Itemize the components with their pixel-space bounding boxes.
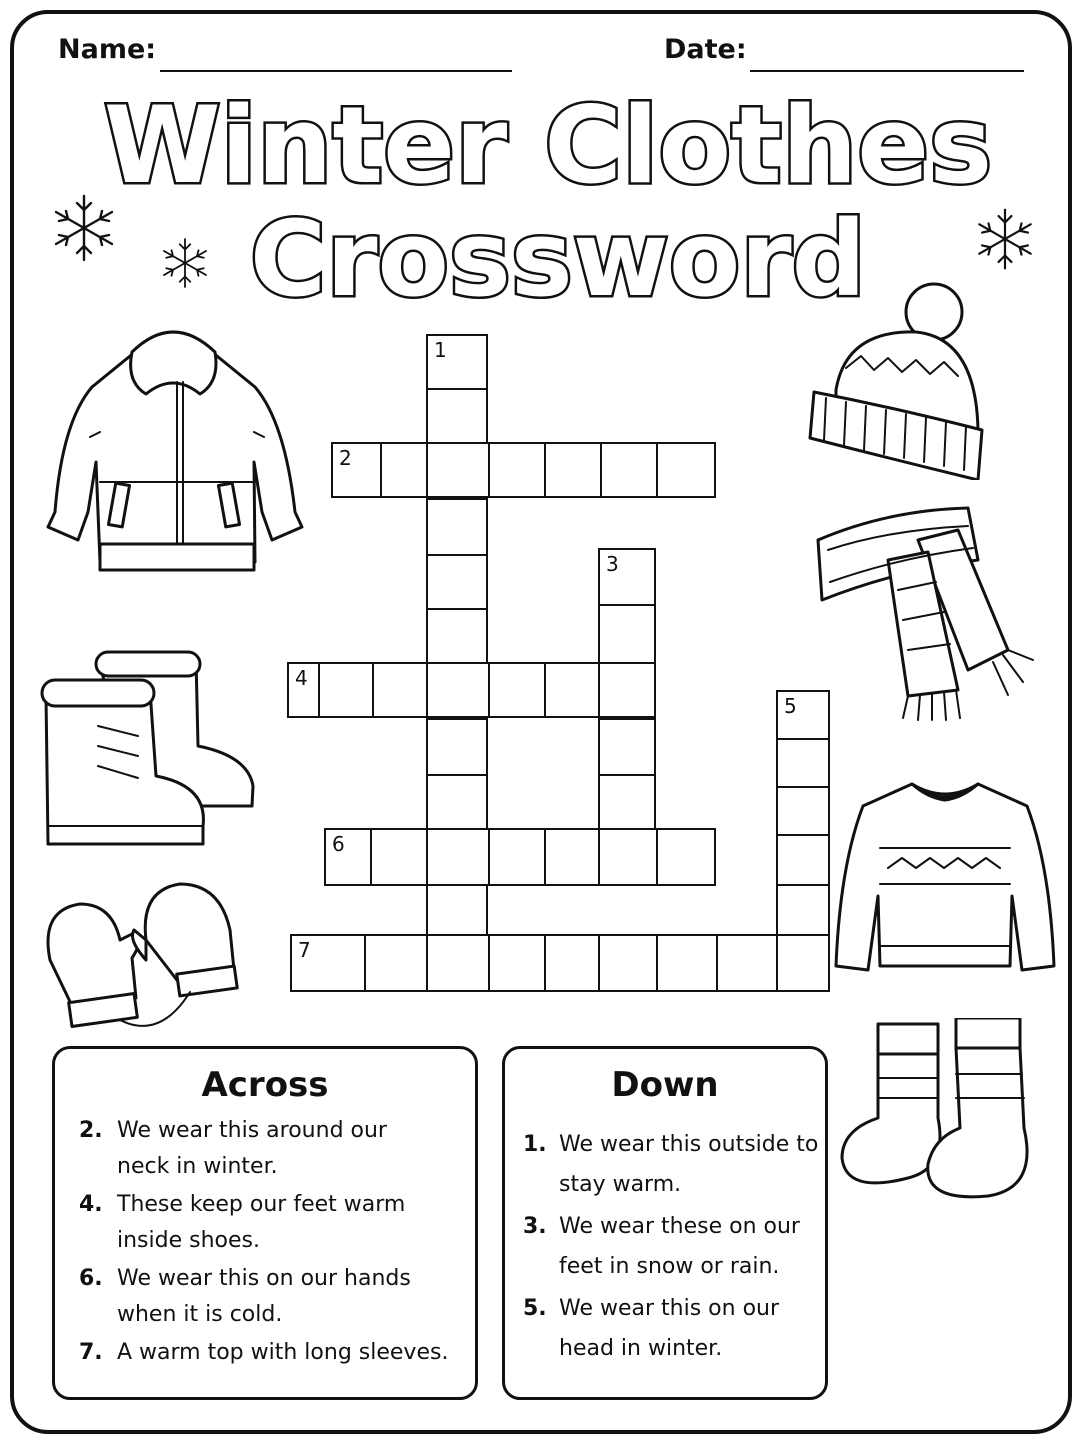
crossword-cell[interactable] bbox=[426, 774, 488, 830]
across-heading: Across bbox=[201, 1065, 329, 1105]
boots-icon bbox=[38, 646, 260, 856]
crossword-cell[interactable] bbox=[656, 828, 716, 886]
across-clue-7 bbox=[79, 1335, 469, 1375]
crossword-cell[interactable] bbox=[426, 554, 488, 610]
crossword-cell[interactable] bbox=[598, 718, 656, 776]
scarf-icon bbox=[808, 500, 1038, 722]
hat-icon bbox=[806, 280, 992, 480]
clue-text-line-1: We wear these on our bbox=[559, 1214, 800, 1239]
clue-text-line-1: We wear this outside to bbox=[559, 1132, 819, 1157]
clue-text-line-1: These keep our feet warm bbox=[117, 1192, 406, 1217]
clue-text-line-2: neck in winter. bbox=[117, 1154, 278, 1179]
down-heading: Down bbox=[611, 1065, 719, 1105]
clue-number-label: 4 bbox=[295, 666, 308, 690]
clue-number: 3. bbox=[523, 1214, 547, 1239]
crossword-cell[interactable] bbox=[776, 786, 830, 836]
crossword-cell[interactable] bbox=[426, 884, 488, 936]
sweater-icon bbox=[832, 776, 1058, 980]
clue-text-line-1: We wear this on our bbox=[559, 1296, 780, 1321]
title-line-2: Crossword bbox=[249, 198, 867, 320]
clue-text-line-1: A warm top with long sleeves. bbox=[117, 1340, 449, 1365]
across-clue-4 bbox=[79, 1187, 469, 1259]
crossword-cell[interactable] bbox=[544, 442, 602, 498]
clue-number: 4. bbox=[79, 1192, 103, 1217]
clue-text-line-2: feet in snow or rain. bbox=[559, 1254, 780, 1279]
crossword-cell[interactable] bbox=[488, 442, 546, 498]
crossword-cell[interactable] bbox=[656, 442, 716, 498]
crossword-cell[interactable] bbox=[318, 662, 374, 718]
clue-text-line-2: stay warm. bbox=[559, 1172, 682, 1197]
clue-number: 6. bbox=[79, 1266, 103, 1291]
socks-icon bbox=[838, 1018, 1040, 1202]
crossword-cell[interactable] bbox=[426, 718, 488, 776]
crossword-cell[interactable] bbox=[426, 608, 488, 664]
down-clue-1 bbox=[523, 1127, 823, 1207]
clue-number-label: 7 bbox=[298, 938, 311, 962]
clue-text-line-2: inside shoes. bbox=[117, 1228, 260, 1253]
clue-number: 7. bbox=[79, 1340, 103, 1365]
down-clue-5 bbox=[523, 1291, 823, 1371]
crossword-cell[interactable] bbox=[776, 738, 830, 788]
clue-text-line-1: We wear this around our bbox=[117, 1118, 387, 1143]
clue-text-line-2: head in winter. bbox=[559, 1336, 723, 1361]
crossword-cell[interactable] bbox=[598, 604, 656, 664]
clue-number-label: 5 bbox=[784, 694, 797, 718]
clue-number: 2. bbox=[79, 1118, 103, 1143]
crossword-cell[interactable] bbox=[426, 934, 490, 992]
crossword-cell[interactable] bbox=[364, 934, 428, 992]
clue-number: 1. bbox=[523, 1132, 547, 1157]
clue-number-label: 6 bbox=[332, 832, 345, 856]
crossword-cell[interactable] bbox=[776, 934, 830, 992]
date-label: Date: bbox=[664, 34, 747, 65]
clue-number-label: 1 bbox=[434, 338, 447, 362]
crossword-cell[interactable] bbox=[776, 834, 830, 886]
clue-text-line-1: We wear this on our hands bbox=[117, 1266, 411, 1291]
crossword-cell[interactable] bbox=[426, 828, 490, 886]
crossword-cell[interactable] bbox=[716, 934, 778, 992]
name-label: Name: bbox=[58, 34, 157, 65]
crossword-cell[interactable] bbox=[426, 388, 488, 444]
down-clues-panel bbox=[502, 1046, 828, 1400]
jacket-icon bbox=[40, 312, 306, 584]
across-clues-panel bbox=[52, 1046, 478, 1400]
crossword-cell[interactable] bbox=[370, 828, 428, 886]
crossword-cell[interactable] bbox=[598, 662, 656, 718]
crossword-cell[interactable] bbox=[600, 442, 658, 498]
crossword-cell[interactable] bbox=[544, 662, 600, 718]
crossword-cell[interactable] bbox=[656, 934, 718, 992]
across-clue-6 bbox=[79, 1261, 469, 1333]
across-clue-2 bbox=[79, 1113, 469, 1185]
crossword-cell[interactable] bbox=[426, 442, 490, 498]
crossword-cell[interactable] bbox=[426, 498, 488, 556]
crossword-cell[interactable] bbox=[426, 662, 490, 718]
mittens-icon bbox=[40, 880, 240, 1038]
clue-number: 5. bbox=[523, 1296, 547, 1321]
crossword-cell[interactable] bbox=[488, 934, 546, 992]
crossword-cell[interactable] bbox=[598, 828, 658, 886]
crossword-cell[interactable] bbox=[544, 934, 600, 992]
crossword-cell[interactable] bbox=[372, 662, 428, 718]
crossword-cell[interactable] bbox=[380, 442, 428, 498]
crossword-cell[interactable] bbox=[488, 828, 546, 886]
clue-number-label: 2 bbox=[339, 446, 352, 470]
clue-number-label: 3 bbox=[606, 552, 619, 576]
crossword-cell[interactable] bbox=[776, 884, 830, 936]
crossword-cell[interactable] bbox=[598, 934, 658, 992]
title-line-1: Winter Clothes bbox=[103, 84, 993, 207]
down-clue-3 bbox=[523, 1209, 823, 1289]
crossword-cell[interactable] bbox=[544, 828, 600, 886]
crossword-cell[interactable] bbox=[488, 662, 546, 718]
clue-text-line-2: when it is cold. bbox=[117, 1302, 283, 1327]
crossword-cell[interactable] bbox=[598, 774, 656, 830]
